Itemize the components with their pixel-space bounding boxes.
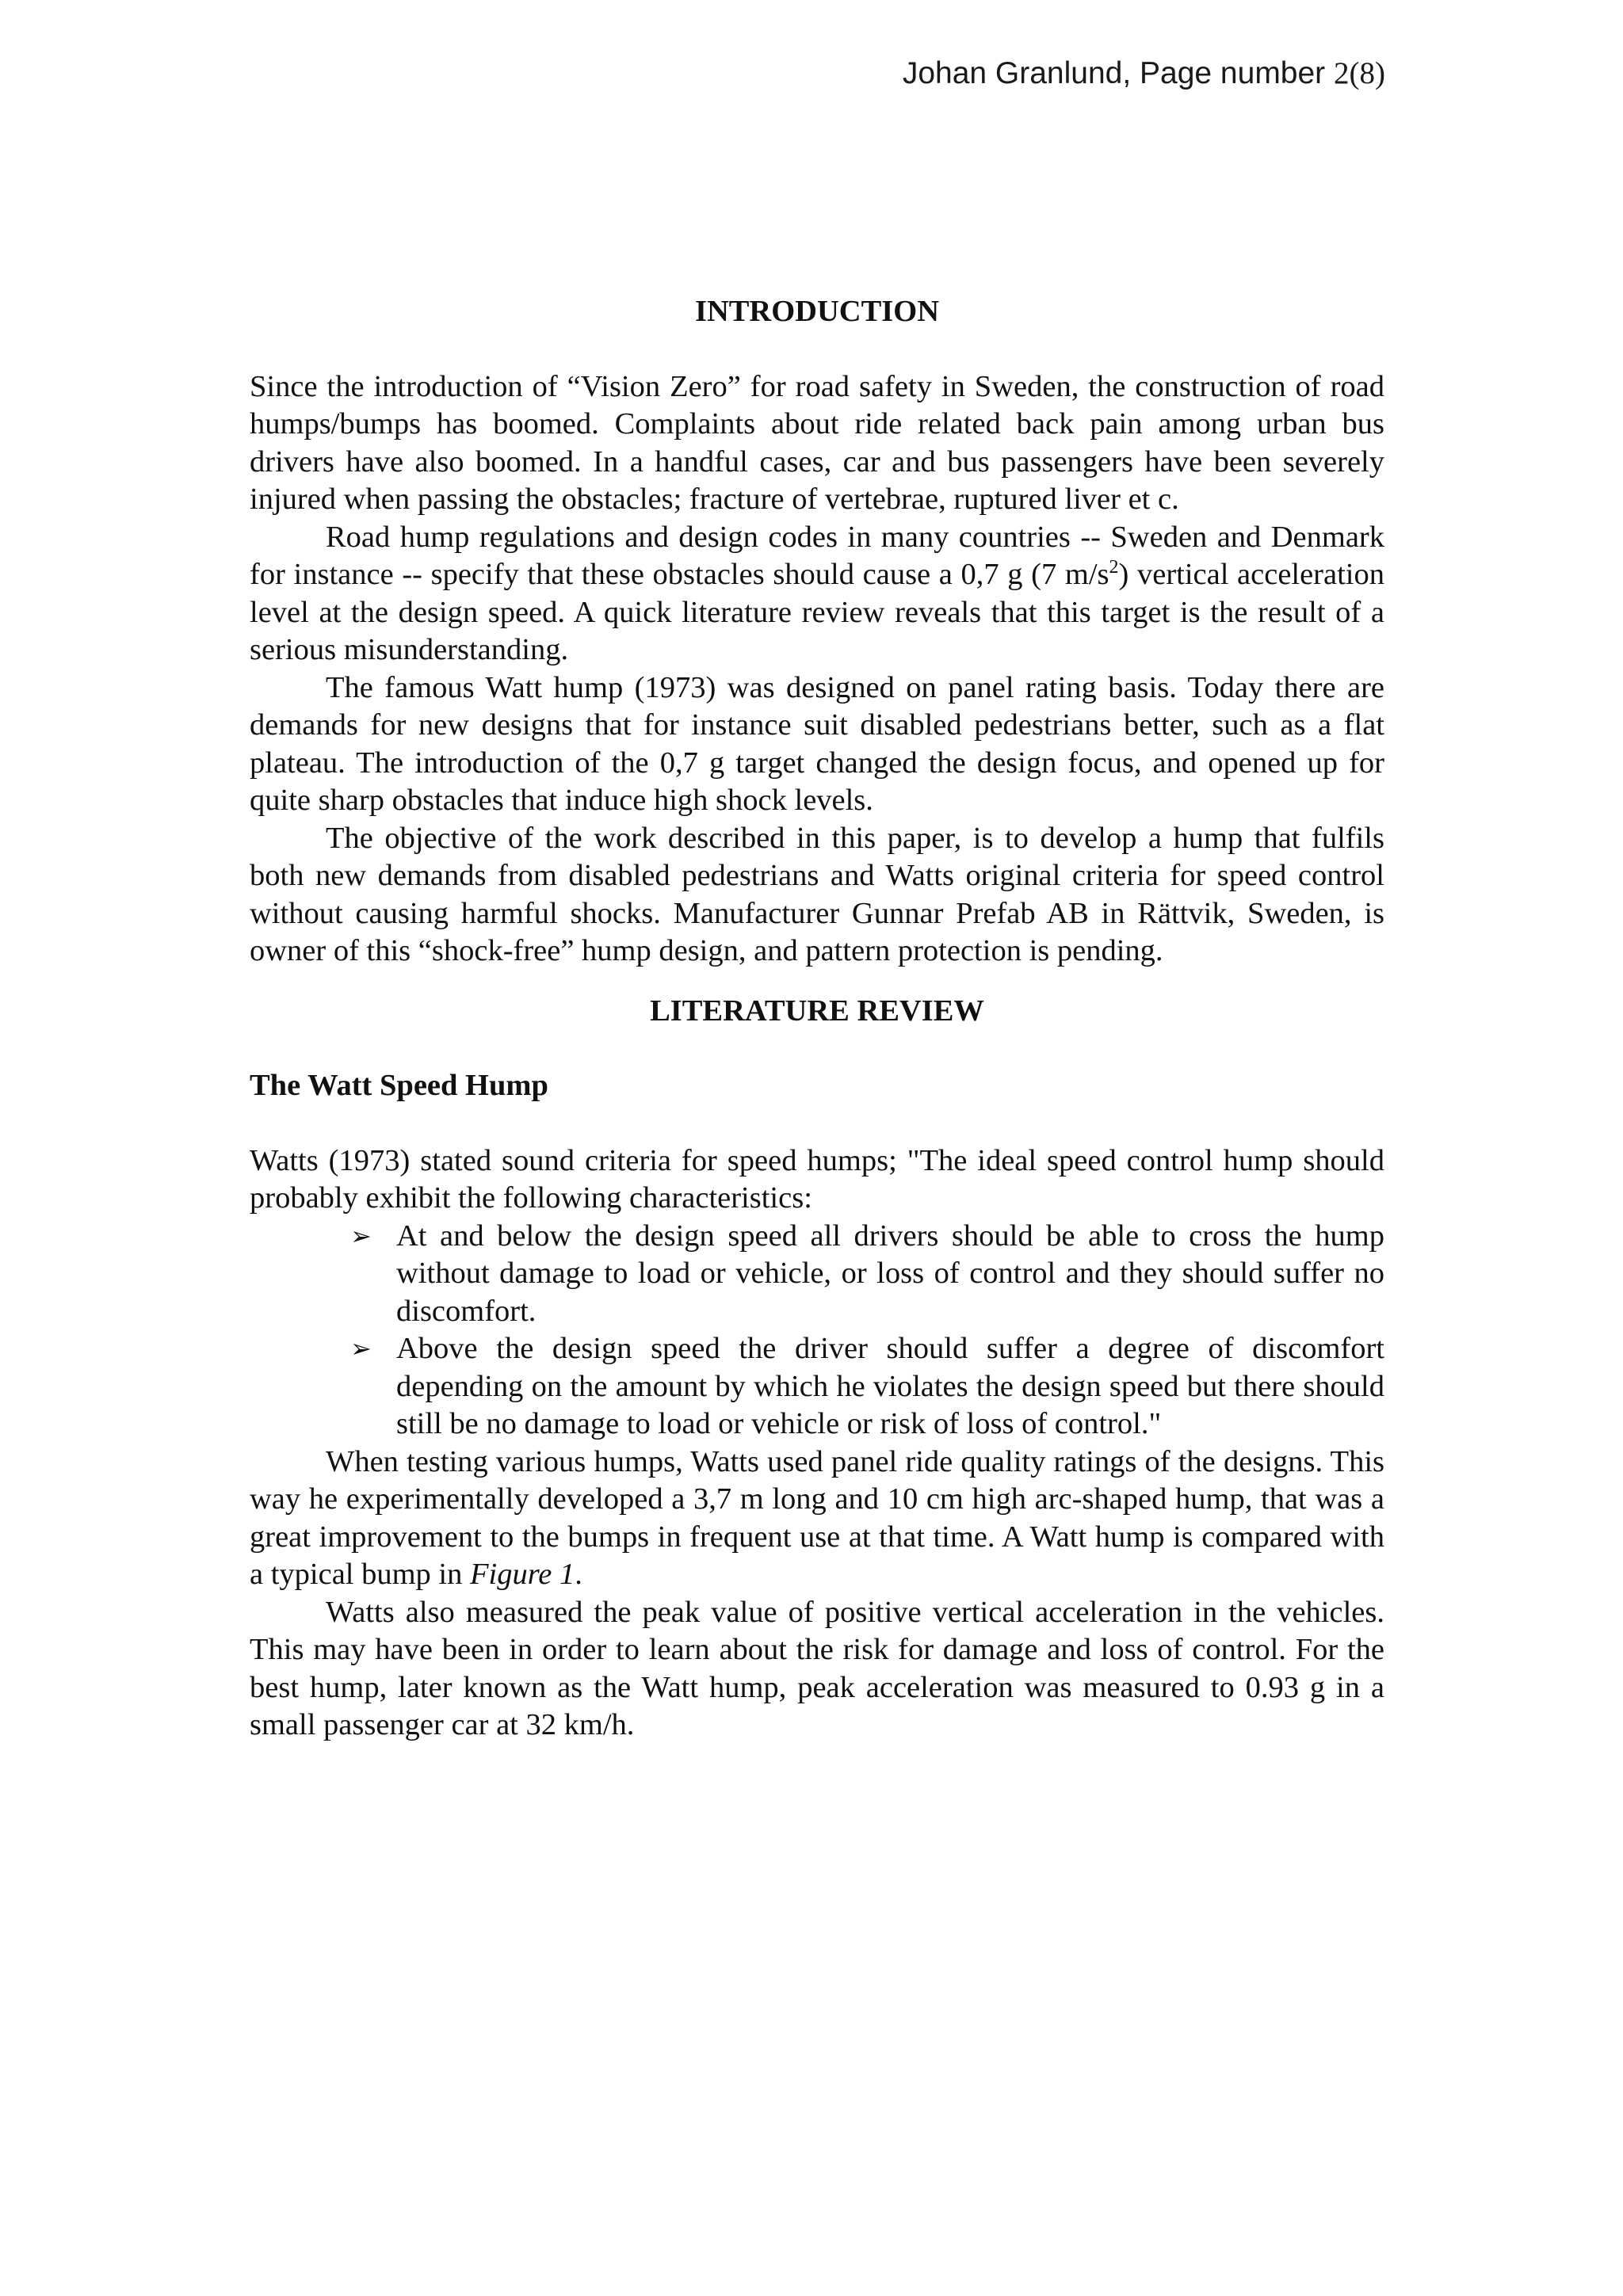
arrowhead-bullet-icon: ➢ xyxy=(350,1333,372,1363)
intro-paragraph-1: Since the introduction of “Vision Zero” for road safety in Sweden, the construction of road humps/bumps has boomed. Complaints about ride related back pain among urban bus drivers have also boomed. In a handful cases, car and bus passengers have been severely injured when passing the obstacles; fracture of vertebrae, ruptured liver et c. xyxy=(250,369,1384,516)
spacer xyxy=(250,1030,1384,1067)
figure-reference: Figure 1 xyxy=(470,1558,575,1591)
watt-speed-hump-heading: The Watt Speed Hump xyxy=(250,1069,548,1102)
running-header xyxy=(903,55,1385,91)
lit-p2-text-b: . xyxy=(575,1558,582,1591)
page-number: 2(8) xyxy=(1334,56,1385,90)
header-author-text: Johan Granlund, Page number xyxy=(902,56,1335,90)
list-item xyxy=(350,1218,1384,1331)
intro-paragraph-2 xyxy=(250,519,1384,669)
page-body xyxy=(250,293,1384,1745)
lit-paragraph-1: Watts (1973) stated sound criteria for speed humps; "The ideal speed control hump should probably exhibit the following characteristics: xyxy=(250,1143,1384,1215)
literature-review-heading: LITERATURE REVIEW xyxy=(650,994,984,1028)
intro-paragraph-3: The famous Watt hump (1973) was designed on panel rating basis. Today there are demands for new designs that for instance suit disabled pedestrians better, such as a flat plateau. The introduction of the 0,7 g target changed the design focus, and opened up for quite sharp obstacles that induce high shock levels. xyxy=(250,670,1384,817)
lit-p2-text-a: When testing various humps, Watts used panel ride quality ratings of the designs. This way he experimentally developed a 3,7 m long and 10 cm high arc-shaped hump, that was a great improvement to the bumps in frequent use at that time. A Watt hump is compared with a typical bump in xyxy=(250,1444,1384,1591)
list-item-text: At and below the design speed all drivers should be able to cross the hump without damage to load or vehicle, or loss of control and they should suffer no discomfort. xyxy=(396,1219,1384,1328)
spacer xyxy=(250,971,1384,993)
intro-p2-superscript: 2 xyxy=(1109,557,1119,578)
list-item xyxy=(350,1330,1384,1444)
criteria-list xyxy=(250,1218,1384,1444)
intro-p2-text-b: ) vertical acceleration level at the design speed. A quick literature review reveals that this target is the result of a serious misunderstanding. xyxy=(250,558,1384,666)
intro-paragraph-4: The objective of the work described in this paper, is to develop a hump that fulfils both new demands from disabled pedestrians and Watts original criteria for speed control without causing harmful shocks. Manufacturer Gunnar Prefab AB in Rättvik, Sweden, is owner of this “shock-free” hump design, and pattern protection is pending. xyxy=(250,821,1384,967)
spacer xyxy=(250,331,1384,368)
arrowhead-bullet-icon: ➢ xyxy=(350,1220,372,1251)
list-item-text: Above the design speed the driver should suffer a degree of discomfort depending on the amount by which he violates the design speed but there should still be no damage to load or vehicle or risk of loss of control." xyxy=(396,1332,1384,1440)
intro-p2-text-a: Road hump regulations and design codes in many countries -- Sweden and Denmark for instance -- specify that these obstacles should cause a 0,7 g (7 m/s xyxy=(250,520,1384,591)
spacer xyxy=(250,1105,1384,1142)
introduction-heading: INTRODUCTION xyxy=(694,295,940,328)
lit-paragraph-2 xyxy=(250,1444,1384,1594)
lit-paragraph-3: Watts also measured the peak value of positive vertical acceleration in the vehicles. This may have been in order to learn about the risk for damage and loss of control. For the best hump, later known as the Watt hump, peak acceleration was measured to 0.93 g in a small passenger car at 32 km/h. xyxy=(250,1595,1384,1741)
